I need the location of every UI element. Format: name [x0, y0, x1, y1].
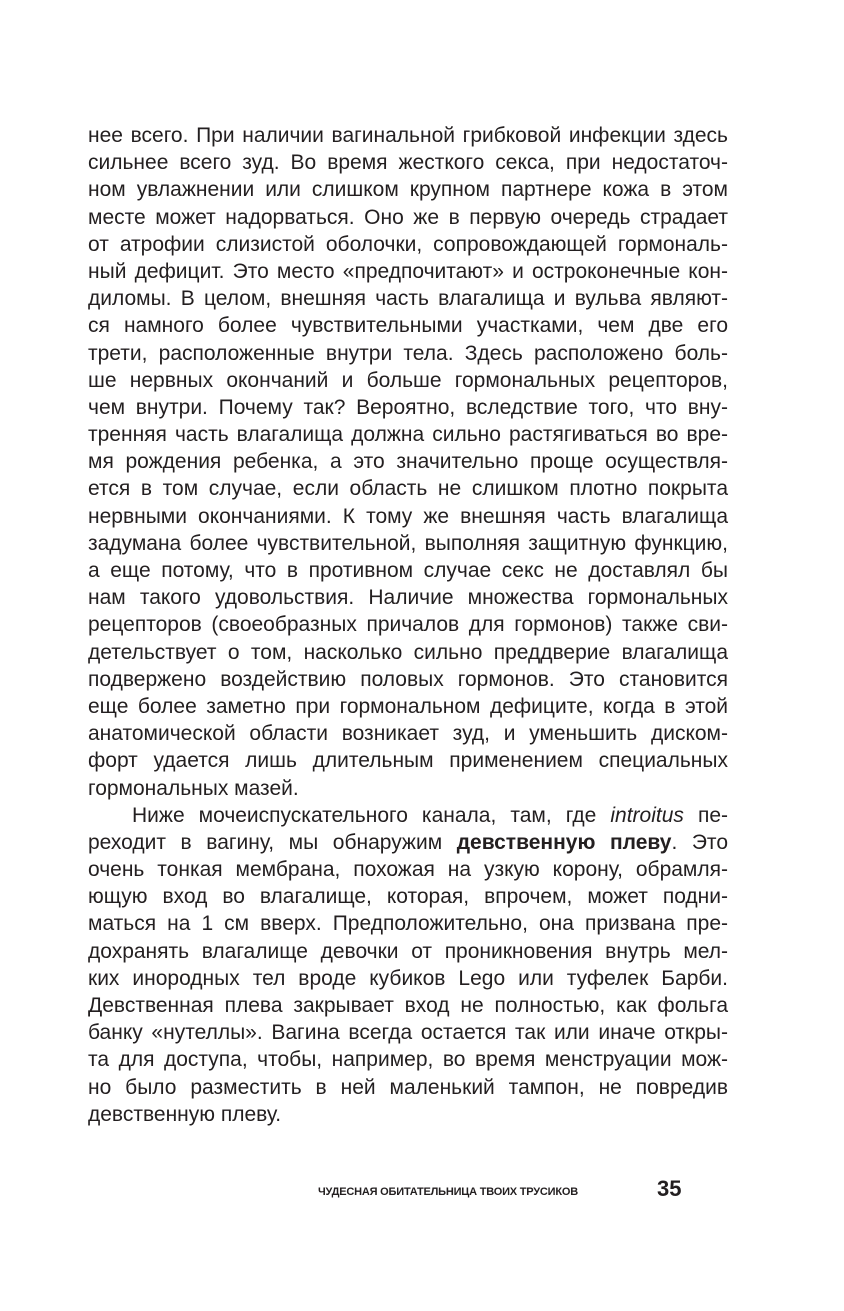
- paragraph-1: [88, 122, 728, 802]
- text-line: от атрофии слизистой оболочки, сопровождающей гормональ-: [88, 232, 728, 256]
- text-line: ном увлажнении или слишком крупном партнере кожа в этом: [88, 178, 728, 202]
- text-line: а еще потому, что в противном случае секс не доставлял бы: [88, 559, 728, 582]
- text-line: Девственная плева закрывает вход не полностью, как фольга: [88, 994, 728, 1017]
- text-line: месте может надорваться. Оно же в первую очередь страдает: [88, 205, 728, 229]
- text-line: ный дефицит. Это место «предпочитают» и остроконечные кон-: [88, 259, 728, 283]
- text-span: пе-: [683, 803, 728, 827]
- text-line: форт удается лишь длительным применением специальных: [88, 749, 728, 773]
- text-line: ше нервных окончаний и больше гормональных рецепторов,: [88, 368, 728, 392]
- page-number: 35: [657, 1176, 682, 1201]
- text-line: рецепторов (своеобразных причалов для гормонов) также сви-: [88, 613, 728, 637]
- text-line: задумана более чувствительной, выполняя защитную функцию,: [88, 531, 728, 555]
- latin-term-introitus: introitus: [610, 803, 684, 827]
- text-line: но было разместить в ней маленький тампон, не повредив: [88, 1075, 728, 1099]
- text-line: сильнее всего зуд. Во время жесткого секса, при недостаточ-: [88, 151, 728, 175]
- text-line: маться на 1 см вверх. Предположительно, она призвана пре-: [88, 912, 728, 936]
- text-line: очень тонкая мембрана, похожая на узкую корону, обрамля-: [88, 858, 728, 882]
- text-line: девственную плеву.: [88, 1102, 282, 1126]
- text-line: гормональных мазей.: [88, 776, 299, 800]
- text-line: та для доступа, чтобы, например, во время менструации мож-: [88, 1048, 728, 1072]
- page-footer: [0, 1176, 844, 1206]
- text-span: реходит в вагину, мы обнаружим: [88, 830, 457, 854]
- text-line: дохранять влагалище девочки от проникновения внутрь мел-: [88, 939, 728, 963]
- text-line: [88, 802, 728, 829]
- text-span: . Это: [671, 830, 728, 854]
- text-line: еще более заметно при гормональном дефиците, когда в этой: [88, 694, 728, 718]
- text-line: чем внутри. Почему так? Вероятно, вследствие того, что вну-: [88, 395, 728, 419]
- text-line: нервными окончаниями. К тому же внешняя часть влагалища: [88, 504, 728, 528]
- running-title: ЧУДЕСНАЯ ОБИТАТЕЛЬНИЦА ТВОИХ ТРУСИКОВ: [318, 1186, 578, 1198]
- text-line: подвержено воздействию половых гормонов. Это становится: [88, 667, 728, 691]
- text-line: банку «нутеллы». Вагина всегда остается так или иначе откры-: [88, 1021, 728, 1045]
- key-term-hymen: девственную плеву: [456, 830, 672, 854]
- page-body-text: [88, 122, 728, 1128]
- text-line: диломы. В целом, внешняя часть влагалища и вульва являют-: [88, 287, 728, 311]
- text-line: ся намного более чувствительными участками, чем две его: [88, 314, 728, 338]
- text-line: тренняя часть влагалища должна сильно растягиваться во вре-: [88, 423, 728, 447]
- text-line: мя рождения ребенка, а это значительно проще осуществля-: [88, 450, 728, 474]
- text-line: ких инородных тел вроде кубиков Lego или туфелек Барби.: [88, 966, 728, 990]
- text-line: ется в том случае, если область не слишком плотно покрыта: [88, 477, 728, 501]
- paragraph-2: [88, 802, 728, 1128]
- text-line: [88, 829, 728, 856]
- text-line: детельствует о том, насколько сильно преддверие влагалища: [88, 640, 728, 664]
- text-line: нам такого удовольствия. Наличие множества гормональных: [88, 586, 728, 610]
- text-line: анатомической области возникает зуд, и уменьшить диском-: [88, 722, 728, 746]
- text-line: ющую вход во влагалище, которая, впрочем, может подни-: [88, 885, 728, 909]
- text-line: трети, расположенные внутри тела. Здесь расположено боль-: [88, 341, 728, 365]
- text-line: нее всего. При наличии вагинальной грибковой инфекции здесь: [88, 124, 728, 147]
- text-span: Ниже мочеиспускательного канала, там, где: [132, 803, 611, 827]
